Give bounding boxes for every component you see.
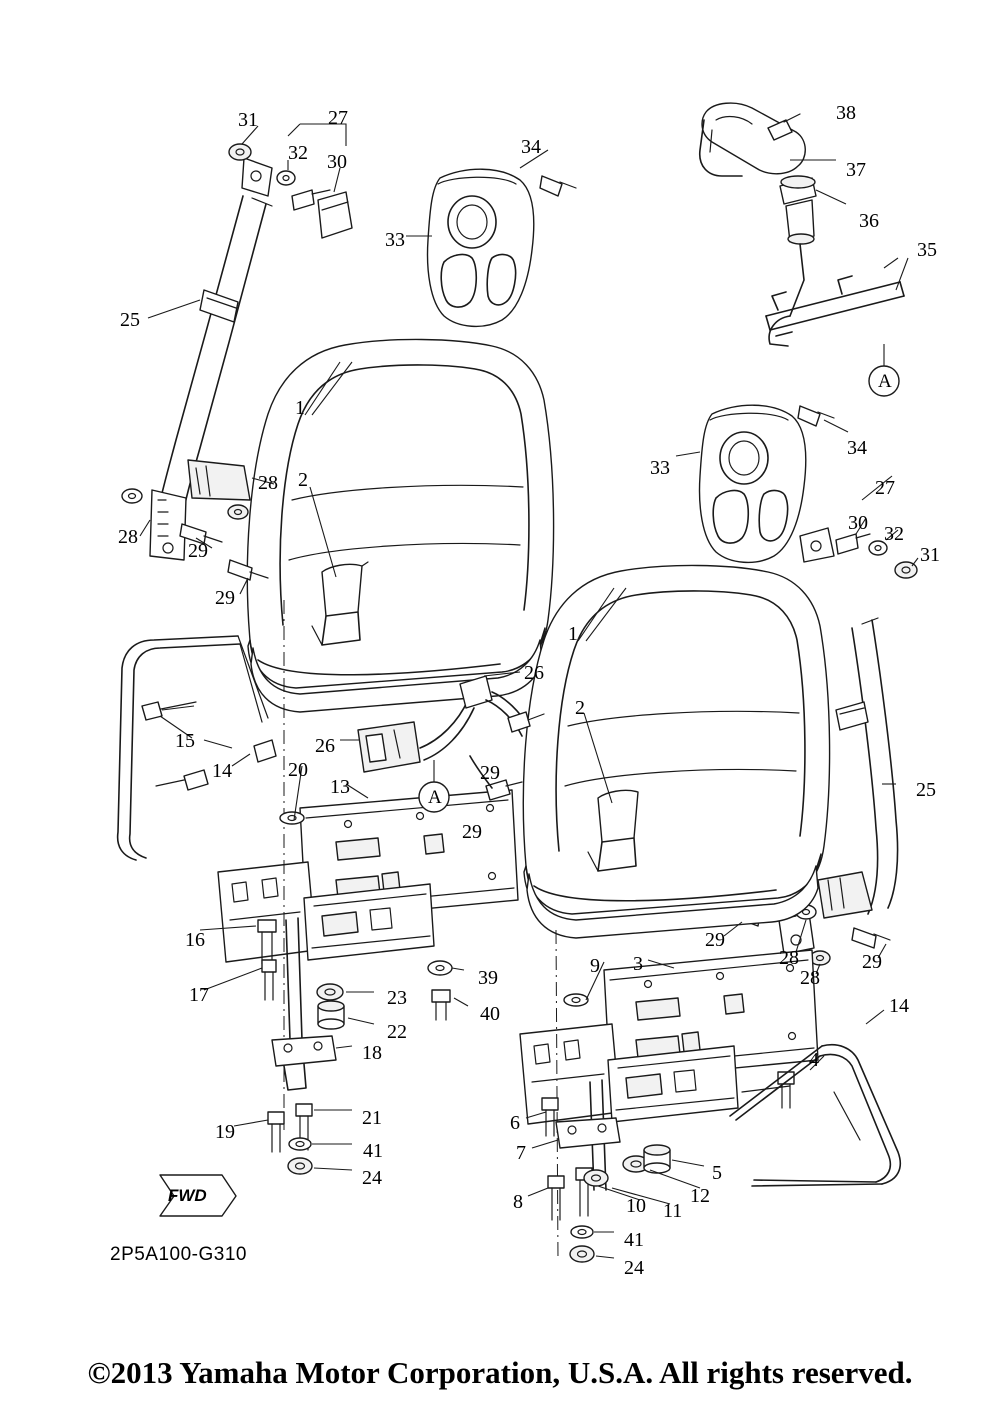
callout-25b: 25: [916, 779, 936, 801]
callout-36: 36: [859, 210, 879, 232]
callout-31b: 31: [920, 544, 940, 566]
callout-10: 10: [626, 1195, 646, 1217]
callout-6: 6: [510, 1112, 520, 1134]
callout-7: 7: [516, 1142, 526, 1164]
callout-30a: 30: [327, 151, 347, 173]
part-code: 2P5A100-G310: [110, 1244, 247, 1265]
callout-22: 22: [387, 1021, 407, 1043]
callout-12: 12: [690, 1185, 710, 1207]
callout-41b: 41: [624, 1229, 644, 1251]
callout-5: 5: [712, 1162, 722, 1184]
callout-15: 15: [175, 730, 195, 752]
callout-29c: 29: [480, 762, 500, 784]
ring-marker-a-upper: A: [878, 371, 892, 392]
callout-41a: 41: [363, 1140, 383, 1162]
ring-marker-a-lower: A: [428, 787, 442, 808]
callout-29f: 29: [862, 951, 882, 973]
callout-14b: 14: [889, 995, 909, 1017]
callout-38: 38: [836, 102, 856, 124]
callout-13: 13: [330, 776, 350, 798]
callout-2b: 2: [575, 697, 585, 719]
callout-16: 16: [185, 929, 205, 951]
callout-28b: 28: [118, 526, 138, 548]
callout-35: 35: [917, 239, 937, 261]
callout-18: 18: [362, 1042, 382, 1064]
callout-11: 11: [663, 1200, 683, 1222]
callout-2a: 2: [298, 469, 308, 491]
callout-28c: 28: [779, 947, 799, 969]
callout-23: 23: [387, 987, 407, 1009]
seat-assembly-left: [247, 339, 553, 712]
callout-19: 19: [215, 1121, 235, 1143]
callout-26b: 26: [315, 735, 335, 757]
callout-9: 9: [590, 955, 600, 977]
callout-8: 8: [513, 1191, 523, 1213]
seat-assembly-right: [523, 565, 829, 938]
callout-20: 20: [288, 759, 308, 781]
callout-17: 17: [189, 984, 209, 1006]
fwd-label: FWD: [168, 1186, 207, 1205]
callout-1a: 1: [295, 397, 305, 419]
callout-40: 40: [480, 1003, 500, 1025]
callout-26a: 26: [524, 662, 544, 684]
callout-32a: 32: [288, 142, 308, 164]
callout-24a: 24: [362, 1167, 382, 1189]
callout-31a: 31: [238, 109, 258, 131]
callout-29b: 29: [215, 587, 235, 609]
callout-29a: 29: [188, 540, 208, 562]
callout-29e: 29: [705, 929, 725, 951]
callout-21: 21: [362, 1107, 382, 1129]
callout-30b: 30: [848, 512, 868, 534]
back-pad-upper: [428, 150, 576, 326]
callout-29d: 29: [462, 821, 482, 843]
callout-34a: 34: [521, 136, 541, 158]
callout-27b: 27: [875, 477, 895, 499]
callout-37: 37: [846, 159, 866, 181]
callout-39: 39: [478, 967, 498, 989]
callout-27a: 27: [328, 107, 348, 129]
callout-32b: 32: [884, 523, 904, 545]
callout-24b: 24: [624, 1257, 644, 1279]
callout-33b: 33: [650, 457, 670, 479]
callout-1b: 1: [568, 623, 578, 645]
callout-25a: 25: [120, 309, 140, 331]
callout-4: 4: [809, 1049, 819, 1071]
callout-3: 3: [633, 953, 643, 975]
callout-28a: 28: [258, 472, 278, 494]
callout-28d: 28: [800, 967, 820, 989]
callout-33a: 33: [385, 229, 405, 251]
callout-34b: 34: [847, 437, 867, 459]
copyright-notice: ©2013 Yamaha Motor Corporation, U.S.A. All rights reserved.: [87, 1355, 913, 1390]
callout-14a: 14: [212, 760, 232, 782]
